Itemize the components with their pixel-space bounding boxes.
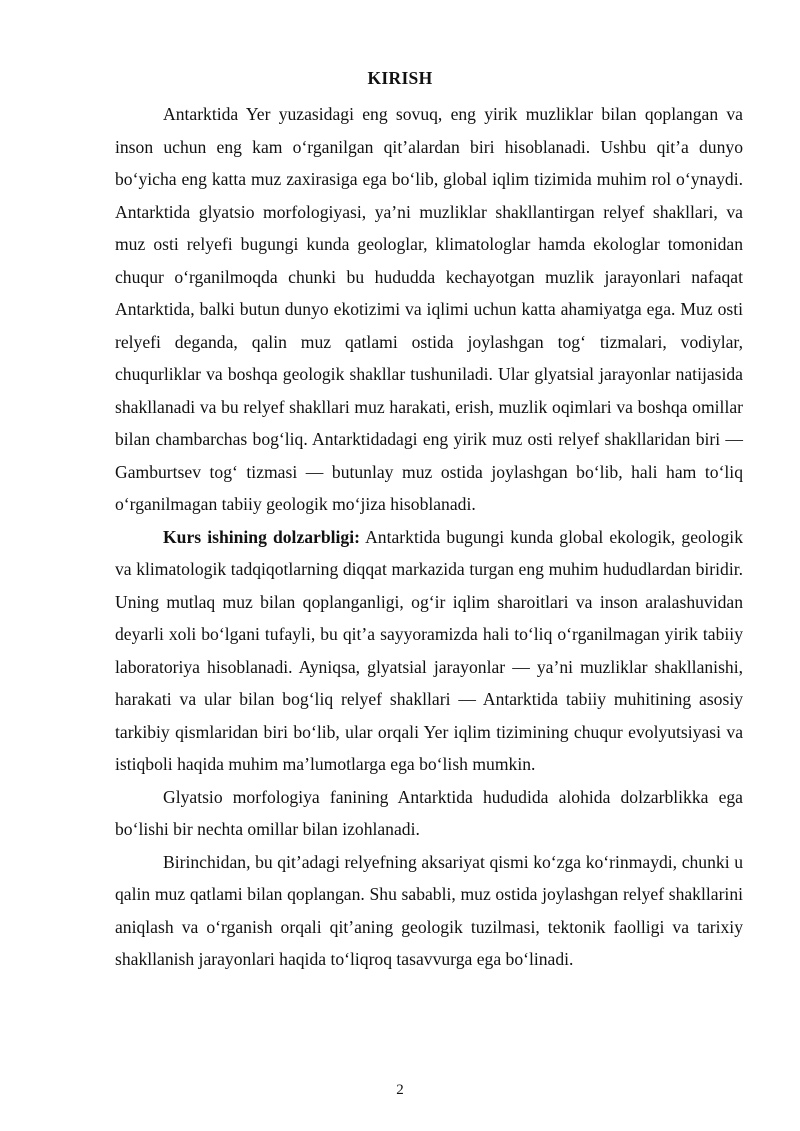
paragraph-factors bbox=[115, 781, 743, 846]
paragraph-text: Birinchidan, bu qit’adagi relyefning aksariyat qismi ko‘zga ko‘rinmaydi, chunki u qalin muz qatlami bilan qoplangan. Shu sababli, muz ostida joylashgan relyef shakllarini aniqlash va o‘rganish orqali qit’aning geologik tuzilmasi, tektonik faolligi va tarixiy shakllanish jarayonlari haqida to‘liqroq tasavvurga ega bo‘linadi. bbox=[115, 851, 743, 969]
paragraph-relevance bbox=[115, 521, 743, 781]
page-number: 2 bbox=[396, 1082, 404, 1098]
page-title: KIRISH bbox=[367, 68, 433, 88]
paragraph-text: Antarktida Yer yuzasidagi eng sovuq, eng yirik muzliklar bilan qoplangan va inson uchun eng kam o‘rganilgan qit’alardan biri hisoblanadi. Ushbu qit’a dunyo bo‘yicha eng katta muz zaxirasiga ega bo‘lib, global iqlim tizimida muhim rol o‘ynaydi. Antarktida glyatsio morfologiyasi, ya’ni muzliklar shakllantirgan relyef shakllari, va muz osti relyefi bugungi kunda geologlar, klimatologlar hamda ekologlar tomonidan chuqur o‘rganilmoqda chunki bu hududda kechayotgan muzlik jarayonlari nafaqat Antarktida, balki butun dunyo ekotizimi va iqlimi uchun katta ahamiyatga ega. Muz osti relyefi deganda, qalin muz qatlami ostida joylashgan tog‘ tizmalari, vodiylar, chuqurliklar va boshqa geologik shakllar tushuniladi. Ular glyatsial jarayonlar natijasida shakllanadi va bu relyef shakllari muz harakati, erish, muzlik oqimlari va boshqa omillar bilan chambarchas bog‘liq. Antarktidadagi eng yirik muz osti relyef shakllaridan biri — Gamburtsev tog‘ tizmasi — butunlay muz ostida joylashgan bo‘lib, hali ham to‘liq o‘rganilmagan tabiiy geologik mo‘jiza hisoblanadi. bbox=[115, 104, 743, 514]
paragraph-text: Glyatsio morfologiya fanining Antarktida hududida alohida dolzarblikka ega bo‘lishi bir nechta omillar bilan izohlanadi. bbox=[115, 786, 743, 839]
paragraph-text: Antarktida bugungi kunda global ekologik, geologik va klimatologik tadqiqotlarning diqqat markazida turgan eng muhim hududlardan biridir. Uning mutlaq muz bilan qoplanganligi, og‘ir iqlim sharoitlari va inson aralashuvidan deyarli xoli bo‘lgani tufayli, bu qit’a sayyoramizda hali to‘liq o‘rganilmagan yirik tabiiy laboratoriya hisoblanadi. Ayniqsa, glyatsial jarayonlar — ya’ni muzliklar shakllanishi, harakati va ular bilan bog‘liq relyef shakllari — Antarktida tabiiy muhitining asosiy tarkibiy qismlaridan biri bo‘lib, ular orqali Yer iqlim tizimining chuqur evolyutsiyasi va istiqboli haqida muhim ma’lumotlarga ega bo‘lish mumkin. bbox=[115, 526, 743, 774]
paragraph-intro bbox=[115, 98, 743, 521]
paragraph-first-factor bbox=[115, 846, 743, 976]
paragraph-lead-heading: Kurs ishining dolzarbligi: bbox=[163, 526, 360, 547]
body-text bbox=[115, 98, 743, 976]
